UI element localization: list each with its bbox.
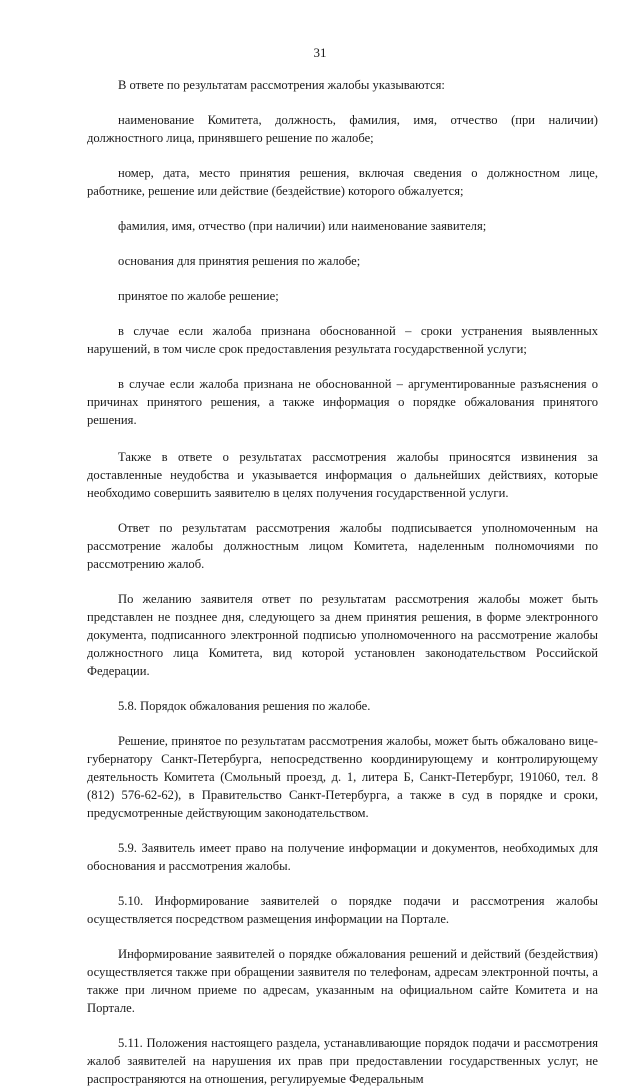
paragraph-justified-case: в случае если жалоба признана обоснованной – сроки устранения выявленных нарушений, в том числе срок предоставления результата государственной услуги; [87, 324, 598, 356]
paragraph-electronic-form: По желанию заявителя ответ по результатам рассмотрения жалобы может быть представлен не позднее дня, следующего за днем принятия решения, в форме электронного документа, подписанного электронной подписью уполномоченного на рассмотрение жалобы должностного лица Комитета, вид которой установлен законодательством Российской Федерации. [87, 592, 598, 678]
section-5-10: 5.10. Информирование заявителей о порядке подачи и рассмотрения жалобы осуществляется посредством размещения информации на Портале. [87, 894, 598, 926]
paragraph-appeal: Решение, принятое по результатам рассмотрения жалобы, может быть обжаловано вице-губернатору Санкт-Петербурга, непосредственно координирующему и контролирующему деятельность Комитета (Смольный проезд, д. 1, литера Б, Санкт-Петербург, 191060, тел. 8 (812) 576-62-62), в Правительство Санкт-Петербурга, а также в суд в порядке и сроки, предусмотренные действующим законодательством. [87, 734, 598, 820]
paragraph-informing: Информирование заявителей о порядке обжалования решений и действий (бездействия) осуществляется также при обращении заявителя по телефонам, адресам электронной почты, а также при личном приеме по адресам, указанным на официальном сайте Комитета и на Портале. [87, 947, 598, 1015]
paragraph-unjustified-case: в случае если жалоба признана не обоснованной – аргументированные разъяснения о причинах принятого решения, а также информация о порядке обжалования принятого решения. [87, 377, 598, 427]
paragraph-applicant-name: фамилия, имя, отчество (при наличии) или наименование заявителя; [118, 219, 487, 233]
section-heading-5-8: 5.8. Порядок обжалования решения по жалобе. [118, 699, 371, 713]
paragraph-apology: Также в ответе о результатах рассмотрения жалобы приносятся извинения за доставленные неудобства и указывается информация о дальнейших действиях, которые необходимо совершить заявителю в целях получения государственной услуги. [87, 450, 598, 500]
document-body [87, 76, 598, 1088]
section-5-11: 5.11. Положения настоящего раздела, устанавливающие порядок подачи и рассмотрения жалоб заявителей на нарушения их прав при предоставлении государственных услуг, не распространяются на отношения, регулируемые Федеральным [87, 1036, 598, 1086]
paragraph-signature: Ответ по результатам рассмотрения жалобы подписывается уполномоченным на рассмотрение жалобы должностным лицом Комитета, наделенным полномочиями по рассмотрению жалоб. [87, 521, 598, 571]
section-5-9: 5.9. Заявитель имеет право на получение информации и документов, необходимых для обоснования и рассмотрения жалобы. [87, 841, 598, 873]
page-number: 31 [313, 45, 327, 60]
paragraph-decision: принятое по жалобе решение; [118, 289, 279, 303]
paragraph-committee-name: наименование Комитета, должность, фамилия, имя, отчество (при наличии) должностного лица, принявшего решение по жалобе; [87, 113, 598, 145]
paragraph-grounds: основания для принятия решения по жалобе; [118, 254, 361, 268]
paragraph-decision-details: номер, дата, место принятия решения, включая сведения о должностном лице, работнике, решение или действие (бездействие) которого обжалуется; [87, 166, 598, 198]
paragraph-intro: В ответе по результатам рассмотрения жалобы указываются: [118, 78, 445, 92]
